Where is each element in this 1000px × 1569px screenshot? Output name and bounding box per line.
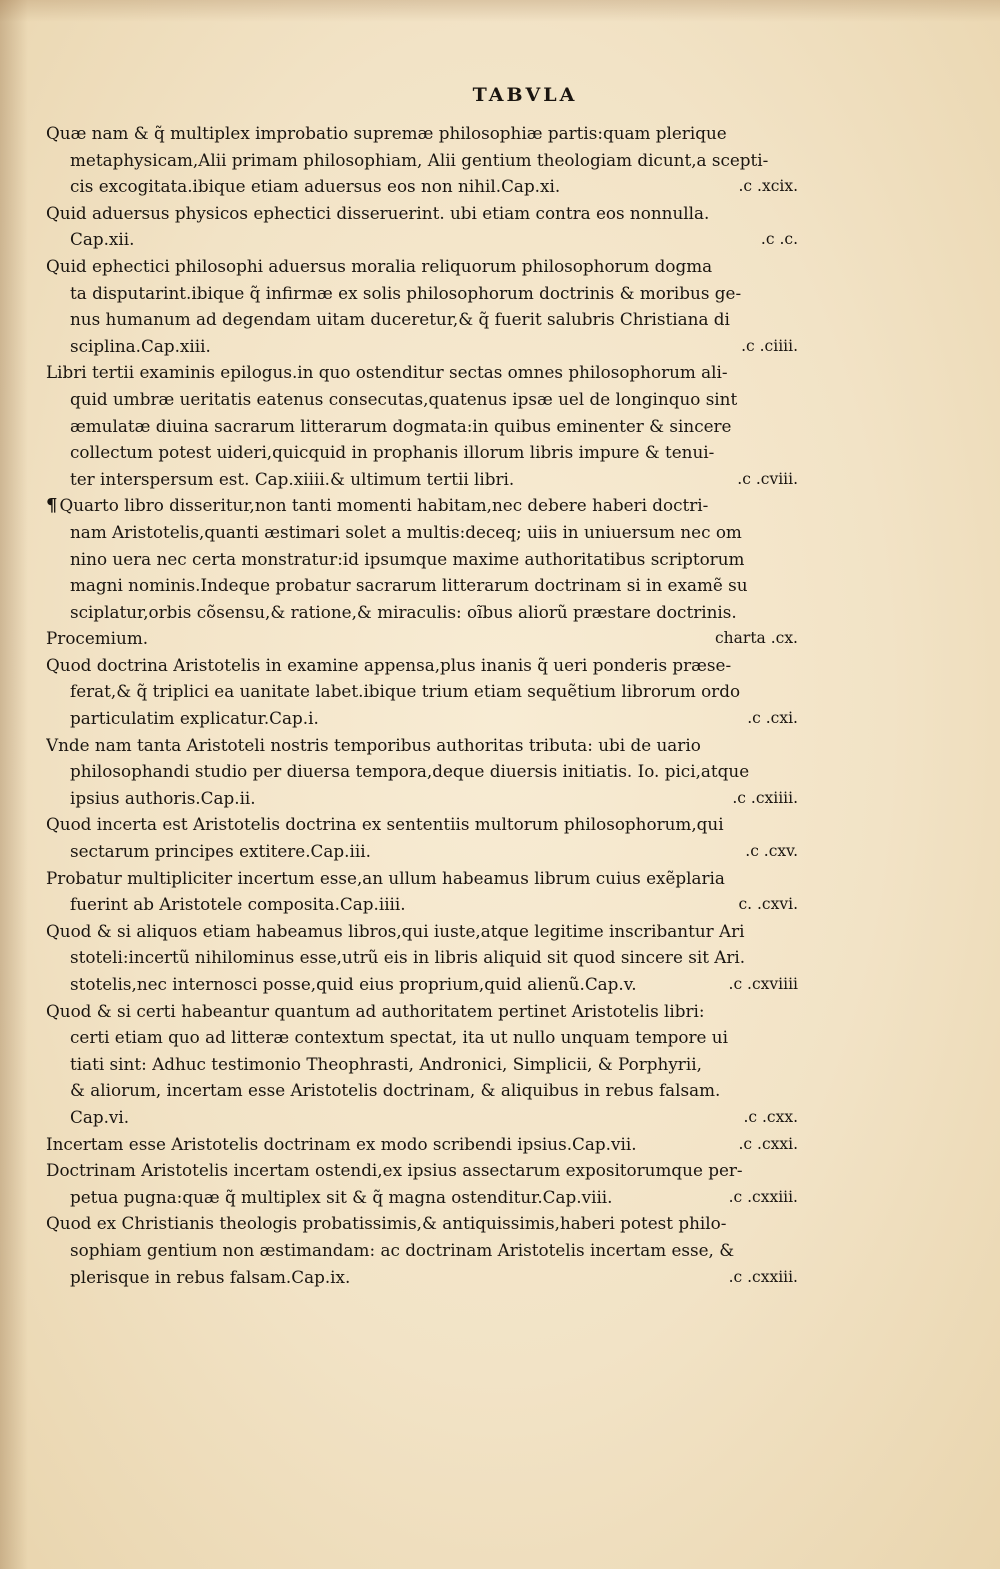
toc-line <box>46 572 798 599</box>
toc-line <box>46 918 798 945</box>
toc-entry-text: petua pugna:quæ q̃ multiplex sit & q̃ magna ostenditur.Cap.viii. <box>70 1186 613 1207</box>
toc-line <box>46 147 798 174</box>
toc-line <box>46 1157 798 1184</box>
toc-line <box>46 173 798 200</box>
toc-entry-text: certi etiam quo ad litteræ contextum spectat, ita ut nullo unquam tempore ui <box>70 1027 728 1048</box>
toc-line <box>46 625 798 652</box>
toc-line <box>46 519 798 546</box>
toc-line <box>46 785 798 812</box>
toc-entry-text: & aliorum, incertam esse Aristotelis doctrinam, & aliquibus in rebus falsam. <box>70 1080 721 1101</box>
toc-entry-text: philosophandi studio per diuersa tempora,deque diuersis initiatis. Io. pici,atque <box>70 761 750 782</box>
toc-entry-text: nam Aristotelis,quanti æstimari solet a multis:deceq; uiis in uniuersum nec om <box>70 521 742 542</box>
toc-entry-text: quid umbræ ueritatis eatenus consecutas,quatenus ipsæ uel de longinquo sint <box>70 388 738 409</box>
toc-line <box>46 120 798 147</box>
toc-entry-text: Procemium. <box>46 628 149 649</box>
toc-line <box>46 652 798 679</box>
toc-entry-text: fuerint ab Aristotele composita.Cap.iiii. <box>70 894 406 915</box>
toc-line <box>46 1104 798 1131</box>
toc-line <box>46 758 798 785</box>
toc-line <box>46 1184 798 1211</box>
folio-reference: .c .c. <box>760 230 798 249</box>
toc-entry-text: Incertam esse Aristotelis doctrinam ex modo scribendi ipsius.Cap.vii. <box>46 1133 637 1154</box>
toc-entry-text: metaphysicam,Alii primam philosophiam, Alii gentium theologiam dicunt,a scepti- <box>70 149 769 170</box>
table-of-contents <box>46 120 798 1290</box>
toc-line <box>46 891 798 918</box>
toc-entry-text: æmulatæ diuina sacrarum litterarum dogmata:in quibus eminenter & sincere <box>70 415 732 436</box>
toc-entry-text: sciplina.Cap.xiii. <box>70 335 211 356</box>
toc-entry-text: Cap.xii. <box>70 229 135 250</box>
toc-entry-text: ter interspersum est. Cap.xiiii.& ultimum tertii libri. <box>70 468 515 489</box>
page-header <box>0 84 1000 106</box>
paragraph-mark: ¶ <box>46 495 58 517</box>
folio-reference: .c .ciiii. <box>741 336 798 355</box>
toc-entry-text: Quod & si certi habeantur quantum ad authoritatem pertinet Aristotelis libri: <box>46 1000 705 1021</box>
toc-entry-text: Libri tertii examinis epilogus.in quo ostenditur sectas omnes philosophorum ali- <box>46 362 728 383</box>
toc-entry-text: Doctrinam Aristotelis incertam ostendi,ex ipsius assectarum expositorumque per- <box>46 1160 743 1181</box>
toc-line <box>46 971 798 998</box>
toc-entry-text: particulatim explicatur.Cap.i. <box>70 708 319 729</box>
toc-line <box>46 1077 798 1104</box>
toc-line <box>46 1264 798 1291</box>
toc-line <box>46 1210 798 1237</box>
toc-line <box>46 838 798 865</box>
toc-line <box>46 306 798 333</box>
toc-entry-text: Quarto libro disseritur,non tanti momenti habitam,nec debere haberi doctri- <box>59 495 709 516</box>
folio-reference: .c .cxv. <box>745 842 798 861</box>
toc-entry-text: Quod ex Christianis theologis probatissimis,& antiquissimis,haberi potest philo- <box>46 1213 727 1234</box>
running-title: TABVLA <box>472 84 578 106</box>
toc-entry-text: magni nominis.Indeque probatur sacrarum litterarum doctrinam si in examẽ su <box>70 575 748 596</box>
toc-entry-text: Vnde nam tanta Aristoteli nostris temporibus authoritas tributa: ubi de uario <box>46 734 701 755</box>
toc-entry-text: Cap.vi. <box>70 1106 130 1127</box>
toc-entry-text: ta disputarint.ibique q̃ infirmæ ex solis philosophorum doctrinis & moribus ge- <box>70 282 742 303</box>
toc-line <box>46 280 798 307</box>
toc-line <box>46 226 798 253</box>
folio-reference: .c .cviii. <box>737 469 798 488</box>
toc-entry-text: nus humanum ad degendam uitam duceretur,& q̃ fuerit salubris Christiana di <box>70 309 730 330</box>
toc-entry-text: nino uera nec certa monstratur:id ipsumque maxime authoritatibus scriptorum <box>70 548 745 569</box>
toc-entry-text: collectum potest uideri,quicquid in prophanis illorum libris impure & tenui- <box>70 442 715 463</box>
toc-line <box>46 678 798 705</box>
folio-reference: .c .cxiiii. <box>732 788 798 807</box>
toc-entry-text: Quid aduersus physicos ephectici disseruerint. ubi etiam contra eos nonnulla. <box>46 202 710 223</box>
toc-entry-text: Quæ nam & q̃ multiplex improbatio supremæ philosophiæ partis:quam plerique <box>46 123 727 143</box>
toc-line <box>46 1237 798 1264</box>
folio-reference: .c .xcix. <box>738 177 798 196</box>
folio-reference: .c .cxi. <box>747 709 798 728</box>
toc-line <box>46 492 798 519</box>
folio-reference: .c .cxx. <box>743 1107 798 1126</box>
folio-reference: .c .cxviiii <box>728 975 798 993</box>
toc-entry-text: ipsius authoris.Cap.ii. <box>70 787 256 808</box>
toc-entry-text: tiati sint: Adhuc testimonio Theophrasti, Andronici, Simplicii, & Porphyrii, <box>70 1053 702 1074</box>
toc-line <box>46 413 798 440</box>
toc-line <box>46 732 798 759</box>
toc-entry-text: stotelis,nec internosci posse,quid eius proprium,quid alienũ.Cap.v. <box>70 974 637 994</box>
folio-reference: .c .cxxiii. <box>728 1187 798 1206</box>
toc-line <box>46 253 798 280</box>
toc-entry-text: sectarum principes extitere.Cap.iii. <box>70 841 371 862</box>
toc-entry-text: ferat,& q̃ triplici ea uanitate labet.ibique trium etiam sequẽtium librorum ordo <box>70 681 741 702</box>
toc-entry-text: stoteli:incertũ nihilominus esse,utrũ eis in libris aliquid sit quod sincere sit Ari. <box>70 947 746 968</box>
toc-entry-text: Quid ephectici philosophi aduersus moralia reliquorum philosophorum dogma <box>46 255 713 276</box>
toc-entry-text: Quod doctrina Aristotelis in examine appensa,plus inanis q̃ ueri ponderis præse- <box>46 654 732 675</box>
toc-entry-text: Quod incerta est Aristotelis doctrina ex sententiis multorum philosophorum,qui <box>46 814 724 835</box>
toc-line <box>46 1131 798 1158</box>
toc-line <box>46 865 798 892</box>
toc-line <box>46 1024 798 1051</box>
folio-reference: .c .cxxiii. <box>728 1267 798 1286</box>
toc-entry-text: plerisque in rebus falsam.Cap.ix. <box>70 1266 351 1287</box>
folio-reference: .c .cxxi. <box>738 1134 798 1153</box>
toc-entry-text: sophiam gentium non æstimandam: ac doctrinam Aristotelis incertam esse, & <box>70 1239 735 1260</box>
toc-line <box>46 359 798 386</box>
toc-line <box>46 439 798 466</box>
toc-line <box>46 1051 798 1078</box>
toc-line <box>46 386 798 413</box>
folio-reference: charta .cx. <box>715 629 798 648</box>
toc-line <box>46 998 798 1025</box>
toc-line <box>46 705 798 732</box>
toc-line <box>46 466 798 493</box>
toc-entry-text: sciplatur,orbis cõsensu,& ratione,& miraculis: oĩbus aliorũ præstare doctrinis. <box>70 601 737 622</box>
toc-entry-text: cis excogitata.ibique etiam aduersus eos non nihil.Cap.xi. <box>70 176 561 197</box>
folio-reference: c. .cxvi. <box>738 895 798 914</box>
toc-line <box>46 811 798 838</box>
toc-line <box>46 333 798 360</box>
toc-line <box>46 546 798 573</box>
toc-line <box>46 944 798 971</box>
toc-entry-text: Probatur multipliciter incertum esse,an ullum habeamus librum cuius exẽplaria <box>46 867 725 888</box>
toc-line <box>46 599 798 626</box>
toc-line <box>46 200 798 227</box>
toc-entry-text: Quod & si aliquos etiam habeamus libros,qui iuste,atque legitime inscribantur Ari <box>46 920 745 941</box>
